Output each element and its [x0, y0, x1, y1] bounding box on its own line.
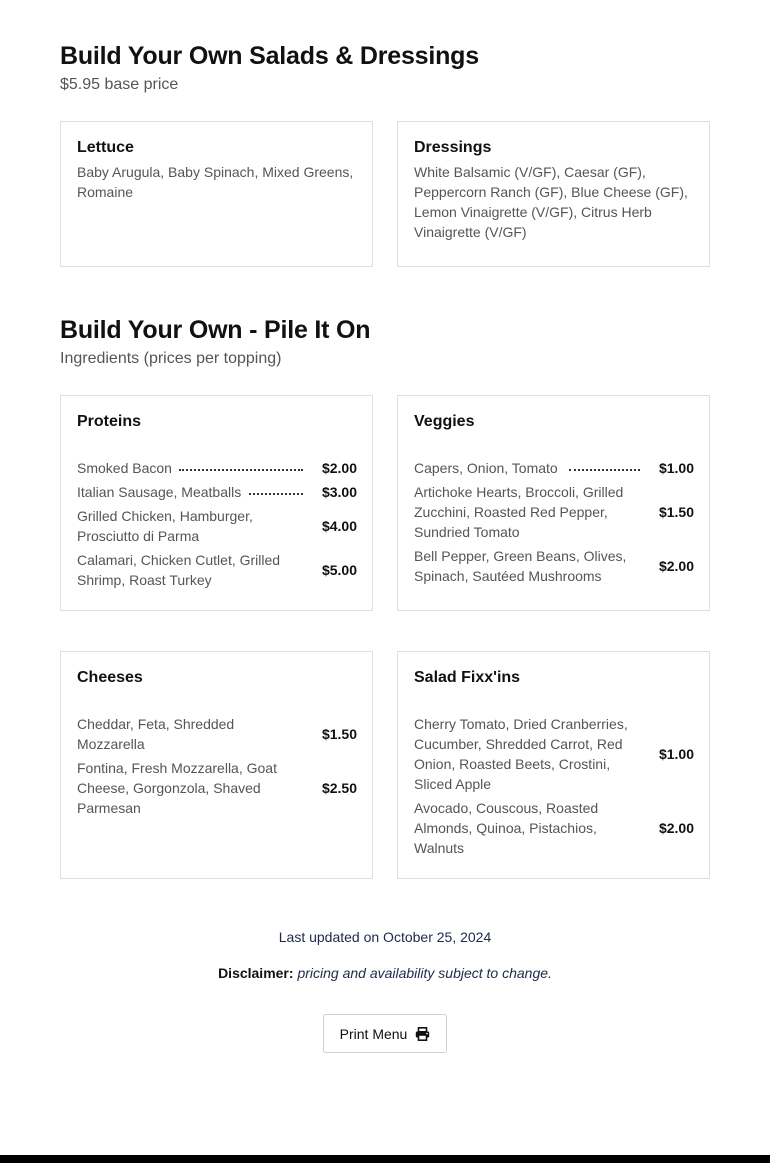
disclaimer-text: pricing and availability subject to change. [297, 965, 552, 981]
price-row [414, 458, 694, 478]
price-row [77, 550, 357, 590]
printer-icon [415, 1027, 430, 1041]
veggies-card-title: Veggies [414, 413, 475, 430]
price-row [414, 714, 694, 794]
price-row [414, 546, 694, 586]
item-desc: Grilled Chicken, Hamburger, Prosciutto di Parma [77, 508, 253, 544]
price-row [77, 714, 357, 754]
dressings-card-title: Dressings [414, 139, 492, 156]
lettuce-card-title: Lettuce [77, 139, 134, 156]
price-row [414, 482, 694, 542]
fixxins-card-title: Salad Fixx'ins [414, 669, 521, 686]
item-price: $4.00 [321, 518, 357, 534]
item-price: $1.00 [658, 746, 694, 762]
item-desc: Artichoke Hearts, Broccoli, Grilled Zucchini, Roasted Red Pepper, Sundried Tomato [414, 484, 624, 540]
fixxins-card [397, 651, 710, 879]
item-desc: Avocado, Couscous, Roasted Almonds, Quinoa, Pistachios, Walnuts [414, 800, 599, 856]
dot-leader [249, 493, 303, 495]
item-price: $1.00 [658, 460, 694, 476]
dot-leader [569, 469, 640, 471]
item-price: $1.50 [321, 726, 357, 742]
dot-leader [179, 469, 303, 471]
item-price: $3.00 [321, 484, 357, 500]
print-menu-button[interactable] [323, 1014, 447, 1053]
cheeses-card-title: Cheeses [77, 669, 143, 686]
item-desc: Capers, Onion, Tomato [414, 460, 558, 476]
price-row [414, 798, 694, 858]
item-desc: Bell Pepper, Green Beans, Olives, Spinach, Sautéed Mushrooms [414, 548, 627, 584]
dressings-card [397, 121, 710, 267]
proteins-card-title: Proteins [77, 413, 142, 430]
salads-subtitle: $5.95 base price [60, 76, 179, 93]
lettuce-card [60, 121, 373, 267]
item-desc: Cherry Tomato, Dried Cranberries, Cucumber, Shredded Carrot, Red Onion, Roasted Beets, Crostini, Sliced Apple [414, 716, 628, 792]
item-desc: Calamari, Chicken Cutlet, Grilled Shrimp, Roast Turkey [77, 552, 281, 588]
price-row [77, 458, 357, 478]
salads-title: Build Your Own Salads & Dressings [60, 42, 479, 70]
item-price: $1.50 [658, 504, 694, 520]
price-row [77, 758, 357, 818]
item-price: $2.00 [658, 558, 694, 574]
pile-title: Build Your Own - Pile It On [60, 316, 371, 344]
dressings-card-text: White Balsamic (V/GF), Caesar (GF), Peppercorn Ranch (GF), Blue Cheese (GF), Lemon Vinaigrette (V/GF), Citrus Herb Vinaigrette (V/GF) [414, 164, 688, 240]
cheeses-card [60, 651, 373, 879]
item-price: $5.00 [321, 562, 357, 578]
item-price: $2.00 [321, 460, 357, 476]
item-price: $2.50 [321, 780, 357, 796]
page-bottom-bar [0, 1155, 770, 1163]
lettuce-card-text: Baby Arugula, Baby Spinach, Mixed Greens, Romaine [77, 164, 354, 200]
print-menu-label: Print Menu [339, 1025, 408, 1042]
item-price: $2.00 [658, 820, 694, 836]
item-desc: Italian Sausage, Meatballs [77, 484, 242, 500]
item-desc: Smoked Bacon [77, 460, 172, 476]
price-row [77, 506, 357, 546]
proteins-card [60, 395, 373, 611]
item-desc: Cheddar, Feta, Shredded Mozzarella [77, 716, 235, 752]
price-row [77, 482, 357, 502]
veggies-card [397, 395, 710, 611]
last-updated: Last updated on October 25, 2024 [278, 929, 492, 945]
pile-subtitle: Ingredients (prices per topping) [60, 350, 282, 367]
disclaimer [0, 965, 770, 981]
disclaimer-label: Disclaimer: [218, 965, 294, 981]
item-desc: Fontina, Fresh Mozzarella, Goat Cheese, Gorgonzola, Shaved Parmesan [77, 760, 277, 816]
